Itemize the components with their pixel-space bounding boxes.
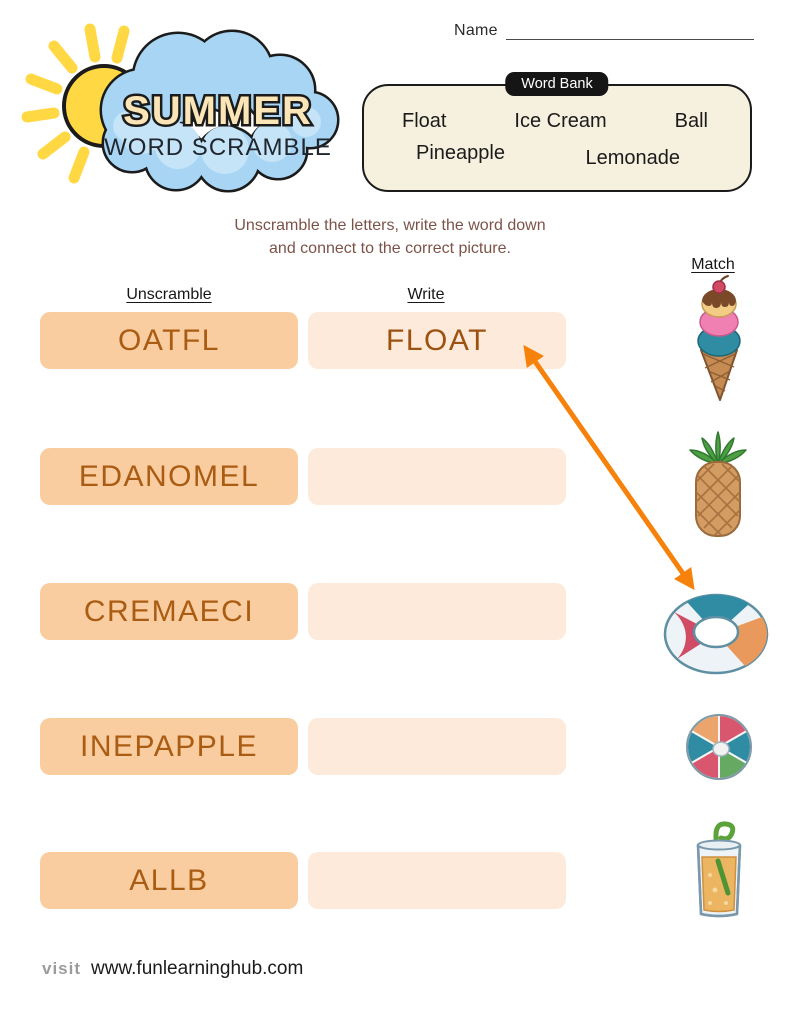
word-bank-row-1 <box>402 110 708 133</box>
write-box[interactable] <box>308 852 566 909</box>
write-box[interactable] <box>308 718 566 775</box>
lemonade-glass-icon[interactable] <box>688 815 750 919</box>
word-bank-word: Pineapple <box>416 142 505 164</box>
logo-subtitle: WORD SCRAMBLE <box>104 134 332 161</box>
summer-logo <box>18 8 350 206</box>
column-header-match: Match <box>691 256 735 273</box>
scramble-box: ALLB <box>40 852 298 909</box>
word-bank-word: Float <box>402 110 447 132</box>
swim-ring-icon[interactable] <box>662 584 770 684</box>
word-bank-word: Ice Cream <box>514 110 607 132</box>
visit-label: visit <box>42 959 82 978</box>
word-bank-row-2 <box>416 142 680 169</box>
write-box[interactable] <box>308 583 566 640</box>
footer <box>42 958 303 980</box>
word-bank-badge: Word Bank <box>505 72 608 96</box>
scramble-box: OATFL <box>40 312 298 369</box>
word-bank-word: Lemonade <box>585 147 680 169</box>
pineapple-icon[interactable] <box>682 430 754 538</box>
column-header-unscramble: Unscramble <box>126 286 212 303</box>
instructions-line-2: and connect to the correct picture. <box>269 240 511 258</box>
write-box[interactable] <box>308 448 566 505</box>
scramble-box: EDANOMEL <box>40 448 298 505</box>
instructions-line-1: Unscramble the letters, write the word down <box>234 217 546 234</box>
beach-ball-icon[interactable] <box>684 710 754 784</box>
sun-cloud-logo-icon <box>18 8 350 206</box>
ice-cream-cone-icon[interactable] <box>692 274 746 402</box>
write-box-float[interactable]: FLOAT <box>308 312 566 369</box>
name-row <box>454 22 754 40</box>
name-input-line[interactable] <box>506 23 754 40</box>
scramble-box: CREMAECI <box>40 583 298 640</box>
logo-title: SUMMER <box>123 89 313 133</box>
instructions <box>140 214 640 260</box>
name-label: Name <box>454 22 498 39</box>
column-header-write: Write <box>407 286 445 303</box>
scramble-box: INEPAPPLE <box>40 718 298 775</box>
word-bank-panel <box>362 76 752 192</box>
footer-url: www.funlearninghub.com <box>91 958 304 979</box>
word-bank-word: Ball <box>674 110 708 132</box>
